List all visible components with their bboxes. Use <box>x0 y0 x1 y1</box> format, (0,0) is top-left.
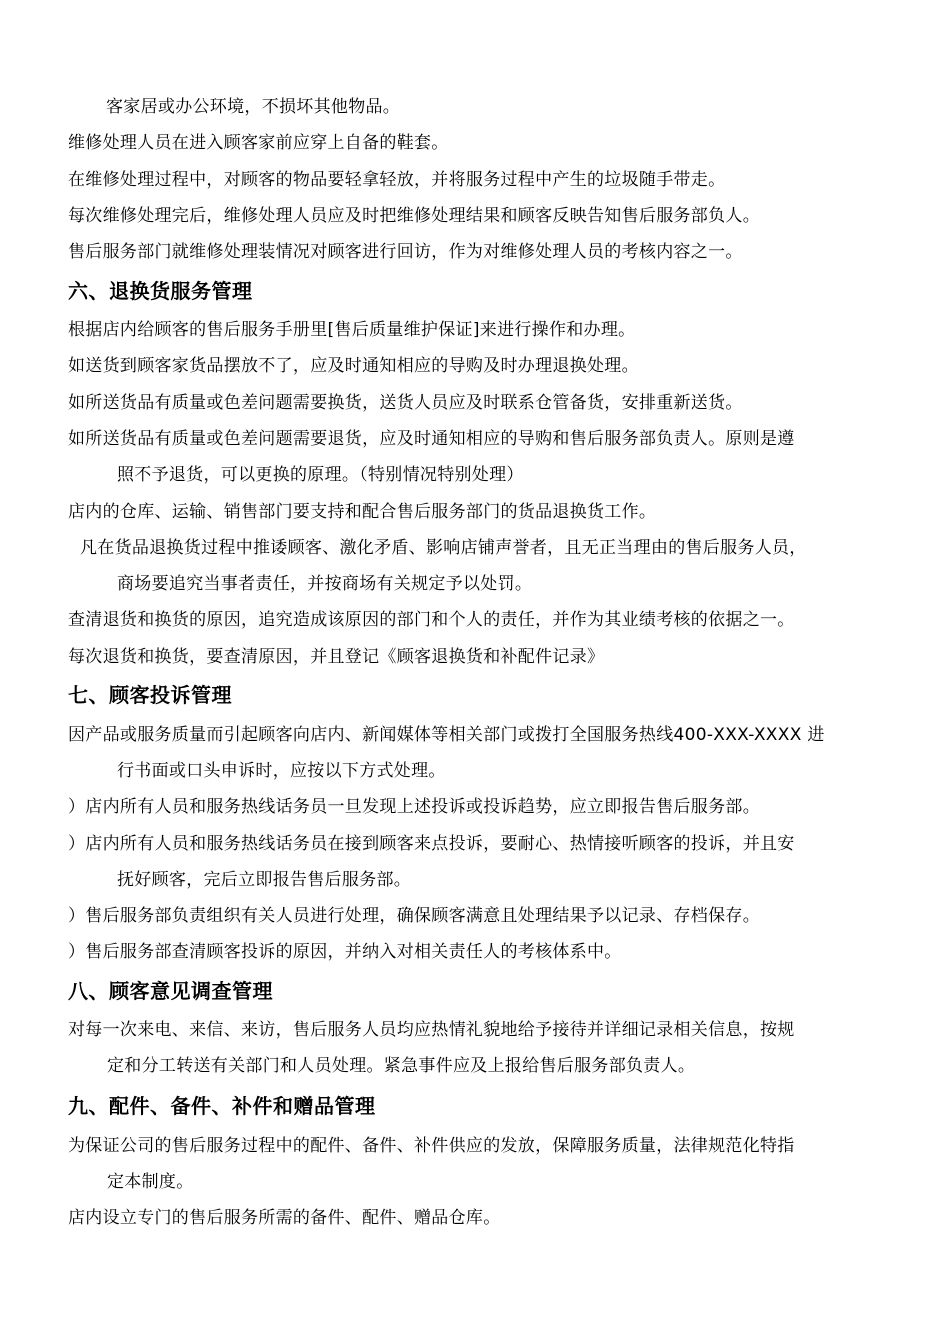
paragraph-line: ）售后服务部负责组织有关人员进行处理，确保顾客满意且处理结果予以记录、存档保存。 <box>68 906 760 926</box>
paragraph-line: 定和分工转送有关部门和人员处理。紧急事件应及上报给售后服务部负责人。 <box>107 1056 696 1076</box>
paragraph-line: 店内的仓库、运输、销售部门要支持和配合售后服务部门的货品退换货工作。 <box>68 502 657 522</box>
paragraph-line: 如所送货品有质量或色差问题需要换货，送货人员应及时联系仓管备货，安排重新送货。 <box>68 393 743 413</box>
paragraph-line: 售后服务部门就维修处理装情况对顾客进行回访，作为对维修处理人员的考核内容之一。 <box>68 242 743 262</box>
paragraph-line: ）店内所有人员和服务热线话务员一旦发现上述投诉或投诉趋势，应立即报告售后服务部。 <box>68 797 760 817</box>
paragraph-line: 照不予退货，可以更换的原理。（特别情况特别处理） <box>117 465 524 485</box>
paragraph-line: 每次退货和换货，要查清原因，并且登记《顾客退换货和补配件记录》 <box>68 647 605 667</box>
section-heading: 八、顾客意见调查管理 <box>68 979 273 1003</box>
paragraph-line: 客家居或办公环境，不损坏其他物品。 <box>106 97 401 117</box>
paragraph-line: 查清退货和换货的原因，追究造成该原因的部门和个人的责任，并作为其业绩考核的依据之一。 <box>68 610 795 630</box>
paragraph-line: 为保证公司的售后服务过程中的配件、备件、补件供应的发放，保障服务质量，法律规范化特指 <box>68 1136 795 1156</box>
section-heading: 七、顾客投诉管理 <box>68 683 232 707</box>
paragraph-line: 定本制度。 <box>107 1172 194 1192</box>
paragraph-line: 商场要追究当事者责任，并按商场有关规定予以处罚。 <box>117 574 533 594</box>
paragraph-line: 如所送货品有质量或色差问题需要退货，应及时通知相应的导购和售后服务部负责人。原则是遵 <box>68 429 795 449</box>
section-heading: 九、配件、备件、补件和赠品管理 <box>68 1094 376 1118</box>
paragraph-line: ）售后服务部查清顾客投诉的原因，并纳入对相关责任人的考核体系中。 <box>68 942 622 962</box>
paragraph-line: 凡在货品退换货过程中推诿顾客、激化矛盾、影响店铺声誉者，且无正当理由的售后服务人员， <box>80 538 807 558</box>
paragraph-line: 如送货到顾客家货品摆放不了，应及时通知相应的导购及时办理退换处理。 <box>68 356 639 376</box>
paragraph-line: 抚好顾客，完后立即报告售后服务部。 <box>117 870 412 890</box>
paragraph-line: ）店内所有人员和服务热线话务员在接到顾客来点投诉，要耐心、热情接听顾客的投诉，并且安 <box>68 834 795 854</box>
paragraph-line: 对每一次来电、来信、来访，售后服务人员均应热情礼貌地给予接待并详细记录相关信息，按规 <box>68 1020 795 1040</box>
paragraph-line: 店内设立专门的售后服务所需的备件、配件、赠品仓库。 <box>68 1208 501 1228</box>
paragraph-line: 因产品或服务质量而引起顾客向店内、新闻媒体等相关部门或拨打全国服务热线400-XXX-XXXX 进 <box>68 725 825 745</box>
paragraph-line: 维修处理人员在进入顾客家前应穿上自备的鞋套。 <box>68 133 449 153</box>
paragraph-line: 每次维修处理完后，维修处理人员应及时把维修处理结果和顾客反映告知售后服务部负人。 <box>68 206 760 226</box>
paragraph-line: 根据店内给顾客的售后服务手册里[售后质量维护保证]来进行操作和办理。 <box>68 320 636 340</box>
section-heading: 六、退换货服务管理 <box>68 279 253 303</box>
paragraph-line: 在维修处理过程中，对顾客的物品要轻拿轻放，并将服务过程中产生的垃圾随手带走。 <box>68 170 726 190</box>
paragraph-line: 行书面或口头申诉时，应按以下方式处理。 <box>117 761 446 781</box>
